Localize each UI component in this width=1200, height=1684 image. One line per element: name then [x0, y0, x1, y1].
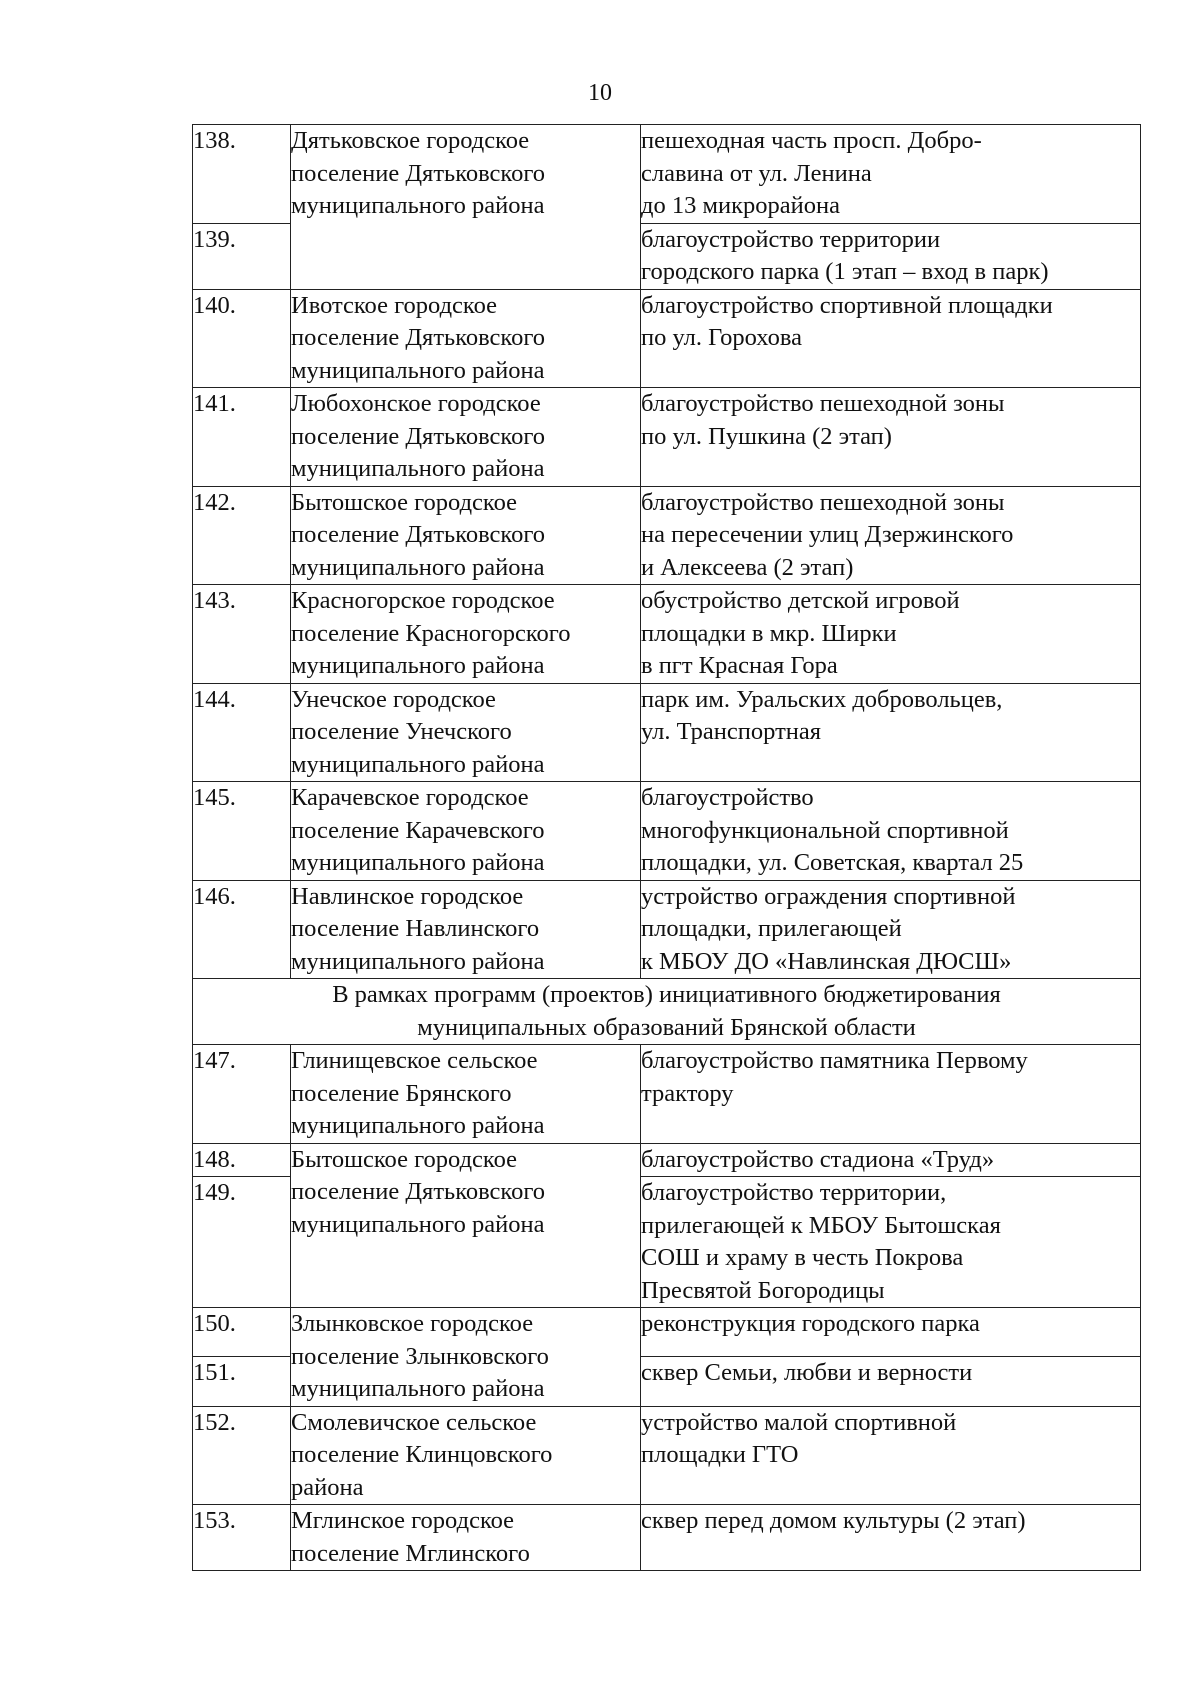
section-row [193, 979, 1141, 1045]
row-number: 153. [193, 1505, 291, 1571]
row-number: 142. [193, 486, 291, 585]
row-number: 149. [193, 1177, 291, 1308]
row-number: 148. [193, 1143, 291, 1177]
project-cell: благоустройство спортивной площадки по ул. Горохова [641, 289, 1141, 388]
municipality-cell: Дятьковское городское поселение Дятьковского муниципального района [291, 125, 641, 290]
project-cell: благоустройство стадиона «Труд» [641, 1143, 1141, 1177]
project-cell: сквер Семьи, любви и верности [641, 1357, 1141, 1406]
row-number: 152. [193, 1406, 291, 1505]
table-row [193, 388, 1141, 487]
table-row [193, 289, 1141, 388]
project-cell: реконструкция городского парка [641, 1308, 1141, 1357]
project-cell: обустройство детской игровой площадки в мкр. Ширки в пгт Красная Гора [641, 585, 1141, 684]
project-cell: сквер перед домом культуры (2 этап) [641, 1505, 1141, 1571]
table-row [193, 486, 1141, 585]
row-number: 146. [193, 880, 291, 979]
municipality-cell: Бытошское городское поселение Дятьковского муниципального района [291, 1143, 641, 1308]
project-cell: благоустройство пешеходной зоны по ул. Пушкина (2 этап) [641, 388, 1141, 487]
table-row [193, 683, 1141, 782]
table-row [193, 1143, 1141, 1177]
project-cell: устройство малой спортивной площадки ГТО [641, 1406, 1141, 1505]
project-cell: пешеходная часть просп. Добро- славина от ул. Ленина до 13 микрорайона [641, 125, 1141, 224]
table-row [193, 1406, 1141, 1505]
row-number: 145. [193, 782, 291, 881]
municipality-cell: Бытошское городское поселение Дятьковского муниципального района [291, 486, 641, 585]
row-number: 140. [193, 289, 291, 388]
municipality-cell: Карачевское городское поселение Карачевского муниципального района [291, 782, 641, 881]
municipality-cell: Злынковское городское поселение Злынковского муниципального района [291, 1308, 641, 1407]
project-cell: благоустройство территории, прилегающей к МБОУ Бытошская СОШ и храму в честь Покрова Пресвятой Богородицы [641, 1177, 1141, 1308]
municipality-cell: Глинищевское сельское поселение Брянского муниципального района [291, 1045, 641, 1144]
municipality-cell: Смолевичское сельское поселение Клинцовского района [291, 1406, 641, 1505]
municipality-cell: Унечское городское поселение Унечского муниципального района [291, 683, 641, 782]
municipality-cell: Красногорское городское поселение Красногорского муниципального района [291, 585, 641, 684]
municipality-cell: Ивотское городское поселение Дятьковского муниципального района [291, 289, 641, 388]
row-number: 144. [193, 683, 291, 782]
row-number: 150. [193, 1308, 291, 1357]
table-row [193, 1308, 1141, 1357]
table-row [193, 585, 1141, 684]
project-cell: благоустройство территории городского парка (1 этап – вход в парк) [641, 223, 1141, 289]
table-row [193, 782, 1141, 881]
table-row [193, 880, 1141, 979]
project-cell: парк им. Уральских добровольцев, ул. Транспортная [641, 683, 1141, 782]
project-cell: благоустройство пешеходной зоны на пересечении улиц Дзержинского и Алексеева (2 этап) [641, 486, 1141, 585]
section-heading: В рамках программ (проектов) инициативного бюджетирования муниципальных образований Брянской области [193, 979, 1141, 1045]
table-row [193, 125, 1141, 224]
page-number: 10 [588, 80, 612, 106]
table-row [193, 1045, 1141, 1144]
project-cell: устройство ограждения спортивной площадки, прилегающей к МБОУ ДО «Навлинская ДЮСШ» [641, 880, 1141, 979]
row-number: 139. [193, 223, 291, 289]
row-number: 141. [193, 388, 291, 487]
row-number: 138. [193, 125, 291, 224]
table-row [193, 1505, 1141, 1571]
municipality-cell: Навлинское городское поселение Навлинского муниципального района [291, 880, 641, 979]
row-number: 151. [193, 1357, 291, 1406]
row-number: 143. [193, 585, 291, 684]
municipality-cell: Мглинское городское поселение Мглинского [291, 1505, 641, 1571]
municipality-cell: Любохонское городское поселение Дятьковского муниципального района [291, 388, 641, 487]
project-cell: благоустройство памятника Первому трактору [641, 1045, 1141, 1144]
projects-table [192, 124, 1141, 1571]
row-number: 147. [193, 1045, 291, 1144]
project-cell: благоустройство многофункциональной спортивной площадки, ул. Советская, квартал 25 [641, 782, 1141, 881]
